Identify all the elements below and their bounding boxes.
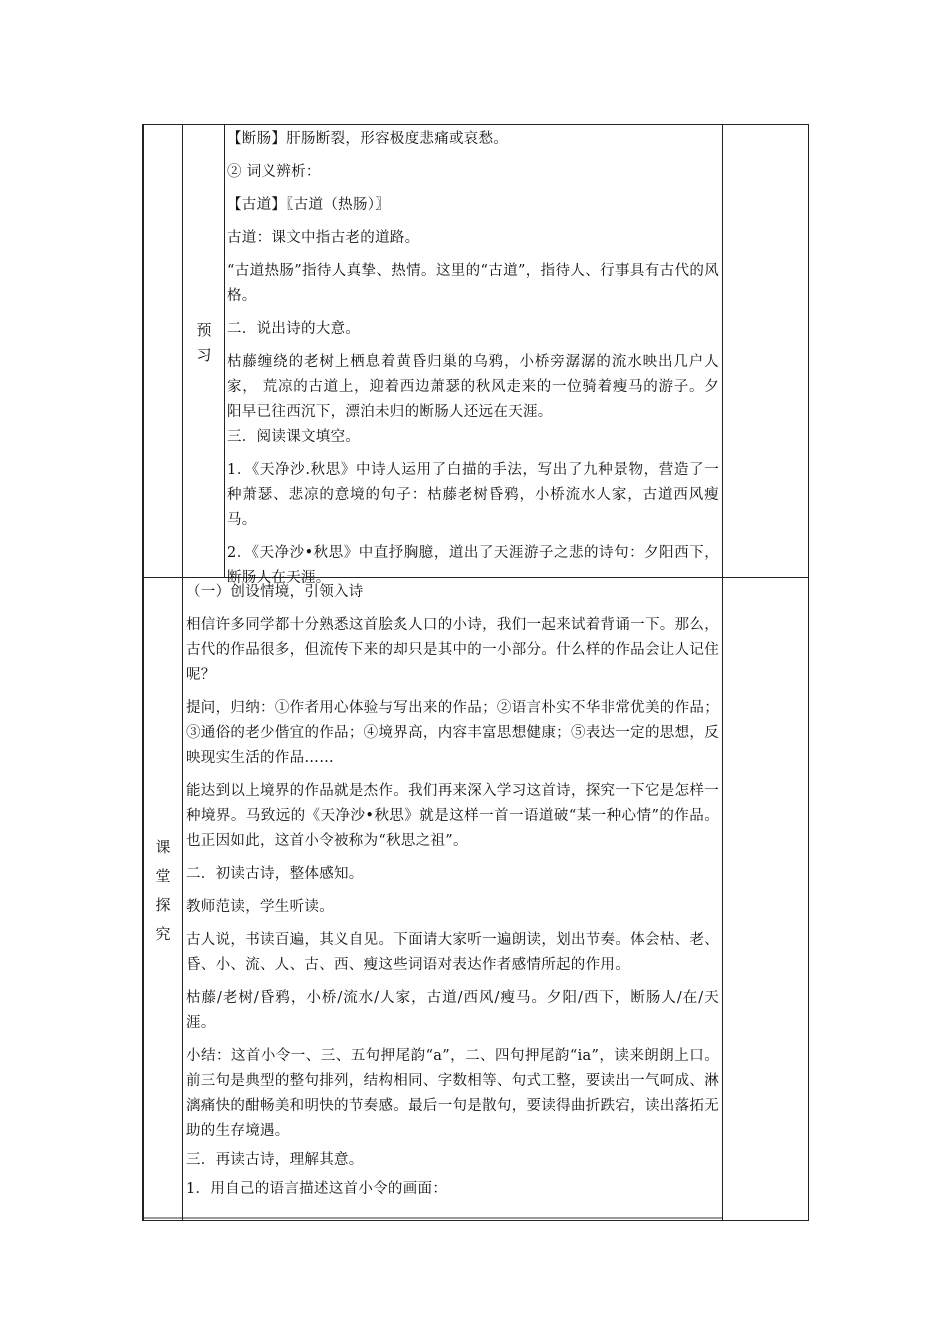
column-divider-content bbox=[224, 124, 225, 577]
paragraph: 三．阅读课文填空。 bbox=[227, 429, 361, 445]
paragraph: 小结：这首小令一、三、五句押尾韵“a”，二、四句押尾韵“ia”，读来朗朗上口。前三句是典型的整句排列，结构相同、字数相等、句式工整，要读出一气呵成、淋漓痛快的酣畅美和明快的节奏感。最后一句是散句，要读得曲折跌宕，读出落拓无助的生存境遇。 bbox=[186, 1048, 719, 1139]
paragraph: ② 词义辨析： bbox=[227, 164, 321, 180]
paragraph: 2．《天净沙•秋思》中直抒胸臆，道出了天涯游子之悲的诗句：夕阳西下，断肠人在天涯。 bbox=[227, 545, 719, 586]
column-divider-label bbox=[182, 124, 183, 577]
table-border-top bbox=[142, 124, 809, 125]
table-border-right bbox=[808, 124, 809, 1221]
paragraph: 【断肠】肝肠断裂，形容极度悲痛或哀愁。 bbox=[227, 131, 509, 147]
column-divider-notes bbox=[722, 124, 723, 1221]
paragraph: 三．再读古诗，理解其意。 bbox=[186, 1152, 364, 1168]
classroom-label-char: 探 bbox=[155, 896, 171, 914]
paragraph: 1．《天净沙.秋思》中诗人运用了白描的手法，写出了九种景物，营造了一种萧瑟、悲凉的意境的句子：枯藤老树昏鸦，小桥流水人家，古道西风瘦马。 bbox=[227, 462, 719, 528]
paragraph: 二．初读古诗，整体感知。 bbox=[186, 866, 364, 882]
paragraph: （一）创设情境，引领入诗 bbox=[186, 584, 364, 600]
paragraph: 教师范读，学生听读。 bbox=[186, 899, 334, 915]
table-border-bottom bbox=[142, 1220, 809, 1221]
table-border-bottom-double bbox=[142, 1217, 723, 1219]
paragraph: 相信许多同学都十分熟悉这首脍炙人口的小诗，我们一起来试着背诵一下。那么，古代的作品很多，但流传下来的却只是其中的一小部分。什么样的作品会让人记住呢？ bbox=[186, 617, 719, 683]
preview-label bbox=[193, 323, 215, 373]
paragraph: 二．说出诗的大意。 bbox=[227, 321, 361, 337]
preview-label-char: 习 bbox=[196, 346, 212, 364]
paragraph: 1．用自己的语言描述这首小令的画面： bbox=[186, 1181, 448, 1197]
classroom-label bbox=[152, 840, 174, 956]
paragraph: 【古道】〖古道（热肠）〗 bbox=[227, 197, 391, 213]
paragraph: 枯藤/老树/昏鸦，小桥/流水/人家，古道/西风/瘦马。夕阳/西下，断肠人/在/天涯。 bbox=[186, 990, 719, 1031]
column-divider-label-lower bbox=[182, 577, 183, 1221]
paragraph: 能达到以上境界的作品就是杰作。我们再来深入学习这首诗，探究一下它是怎样一种境界。马致远的《天净沙•秋思》就是这样一首一语道破“某一种心情”的作品。也正因如此，这首小令被称为“秋思之祖”。 bbox=[186, 783, 719, 849]
preview-content bbox=[227, 127, 719, 591]
paragraph: 提问，归纳：①作者用心体验与写出来的作品；②语言朴实不华非常优美的作品；③通俗的老少偕宜的作品；④境界高，内容丰富思想健康；⑤表达一定的思想，反映现实生活的作品…… bbox=[186, 700, 719, 766]
classroom-content bbox=[186, 580, 719, 1202]
preview-label-char: 预 bbox=[196, 321, 212, 339]
classroom-label-char: 堂 bbox=[155, 867, 171, 885]
paragraph: 古人说，书读百遍，其义自见。下面请大家听一遍朗读，划出节奏。体会枯、老、昏、小、流、人、古、西、瘦这些词语对表达作者感情所起的作用。 bbox=[186, 932, 719, 973]
table-border-left bbox=[142, 124, 144, 1221]
paragraph: 枯藤缠绕的老树上栖息着黄昏归巢的乌鸦，小桥旁潺潺的流水映出几户人家， 荒凉的古道上，迎着西边萧瑟的秋风走来的一位骑着瘦马的游子。夕阳早已往西沉下，漂泊未归的断肠人还远在天涯。 bbox=[227, 354, 719, 420]
classroom-label-char: 课 bbox=[155, 838, 171, 856]
paragraph: “古道热肠”指待人真挚、热情。这里的“古道”，指待人、行事具有古代的风格。 bbox=[227, 263, 719, 304]
paragraph: 古道：课文中指古老的道路。 bbox=[227, 230, 420, 246]
classroom-label-char: 究 bbox=[155, 925, 171, 943]
